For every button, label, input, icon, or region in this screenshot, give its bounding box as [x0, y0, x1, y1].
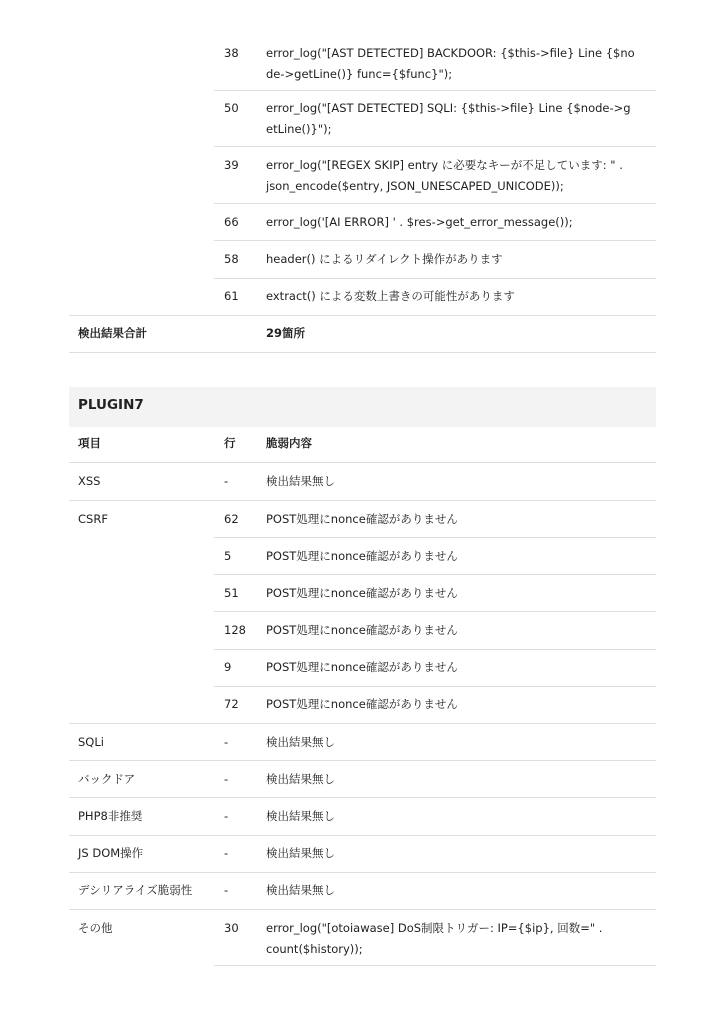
row-divider	[69, 760, 656, 761]
detail-text: error_log("[AST DETECTED] SQLI: {$this->file} Line {$node->getLine()}");	[266, 101, 631, 136]
detail-text: error_log("[otoiawase] DoS制限トリガー: IP={$ip}, 回数=" . count($history));	[266, 921, 603, 956]
column-header-content: 脆弱内容	[266, 436, 312, 450]
line-number: 9	[224, 660, 232, 674]
detail-text: 検出結果無し	[266, 809, 335, 823]
line-number: 72	[224, 697, 239, 711]
line-number: 58	[224, 252, 239, 266]
row-divider	[69, 797, 656, 798]
detail-text: error_log("[REGEX SKIP] entry に必要なキーが不足しています: " . json_encode($entry, JSON_UNESCAPED_UNICODE));	[266, 158, 623, 193]
detail-text: POST処理にnonce確認がありません	[266, 586, 458, 600]
detail-text: 検出結果無し	[266, 735, 335, 749]
row-divider	[69, 462, 656, 463]
row-divider	[214, 611, 656, 612]
detail-text: 検出結果無し	[266, 772, 335, 786]
row-divider	[214, 203, 656, 204]
row-divider	[214, 240, 656, 241]
plugin7-header	[69, 387, 656, 427]
row-divider	[214, 278, 656, 279]
line-number: -	[224, 474, 229, 488]
item-name: PHP8非推奨	[78, 809, 143, 823]
detail-text: header() によるリダイレクト操作があります	[266, 252, 503, 266]
item-name: XSS	[78, 474, 101, 488]
row-divider	[214, 90, 656, 91]
row-divider	[69, 500, 656, 501]
row-divider	[69, 835, 656, 836]
total-value: 29箇所	[266, 326, 306, 340]
line-number: -	[224, 809, 229, 823]
item-name: デシリアライズ脆弱性	[78, 883, 193, 897]
line-number: 30	[224, 921, 239, 935]
item-name: バックドア	[78, 772, 136, 786]
item-name: JS DOM操作	[78, 846, 144, 860]
line-number: 51	[224, 586, 239, 600]
column-header-line: 行	[224, 436, 236, 450]
detail-text: 検出結果無し	[266, 846, 335, 860]
detail-text: POST処理にnonce確認がありません	[266, 512, 458, 526]
row-divider	[69, 315, 656, 316]
line-number: 39	[224, 158, 239, 172]
section-title: PLUGIN7	[78, 397, 144, 413]
total-label: 検出結果合計	[78, 326, 147, 340]
line-number: 62	[224, 512, 239, 526]
detail-text: error_log("[AST DETECTED] BACKDOOR: {$this->file} Line {$node->getLine()} func={$func}");	[266, 46, 635, 81]
detail-text: 検出結果無し	[266, 474, 335, 488]
detail-text: error_log('[AI ERROR] ' . $res->get_error_message());	[266, 215, 573, 229]
item-name: CSRF	[78, 512, 108, 526]
row-divider	[214, 146, 656, 147]
row-divider	[214, 649, 656, 650]
row-divider	[69, 872, 656, 873]
row-divider	[214, 574, 656, 575]
line-number: 128	[224, 623, 246, 637]
detail-text: POST処理にnonce確認がありません	[266, 660, 458, 674]
line-number: 61	[224, 289, 239, 303]
line-number: 66	[224, 215, 239, 229]
item-name: その他	[78, 921, 113, 935]
line-number: -	[224, 735, 229, 749]
detail-text: 検出結果無し	[266, 883, 335, 897]
row-divider	[214, 965, 656, 966]
detail-text: POST処理にnonce確認がありません	[266, 549, 458, 563]
detail-text: POST処理にnonce確認がありません	[266, 623, 458, 637]
detail-text: extract() による変数上書きの可能性があります	[266, 289, 515, 303]
row-divider	[69, 352, 656, 353]
item-name: SQLi	[78, 735, 104, 749]
line-number: 5	[224, 549, 232, 563]
column-header-item: 項目	[78, 436, 101, 450]
row-divider	[214, 537, 656, 538]
line-number: -	[224, 883, 229, 897]
row-divider	[69, 909, 656, 910]
detail-text: POST処理にnonce確認がありません	[266, 697, 458, 711]
row-divider	[214, 686, 656, 687]
line-number: 50	[224, 101, 239, 115]
line-number: -	[224, 772, 229, 786]
row-divider	[69, 723, 656, 724]
line-number: 38	[224, 46, 239, 60]
line-number: -	[224, 846, 229, 860]
